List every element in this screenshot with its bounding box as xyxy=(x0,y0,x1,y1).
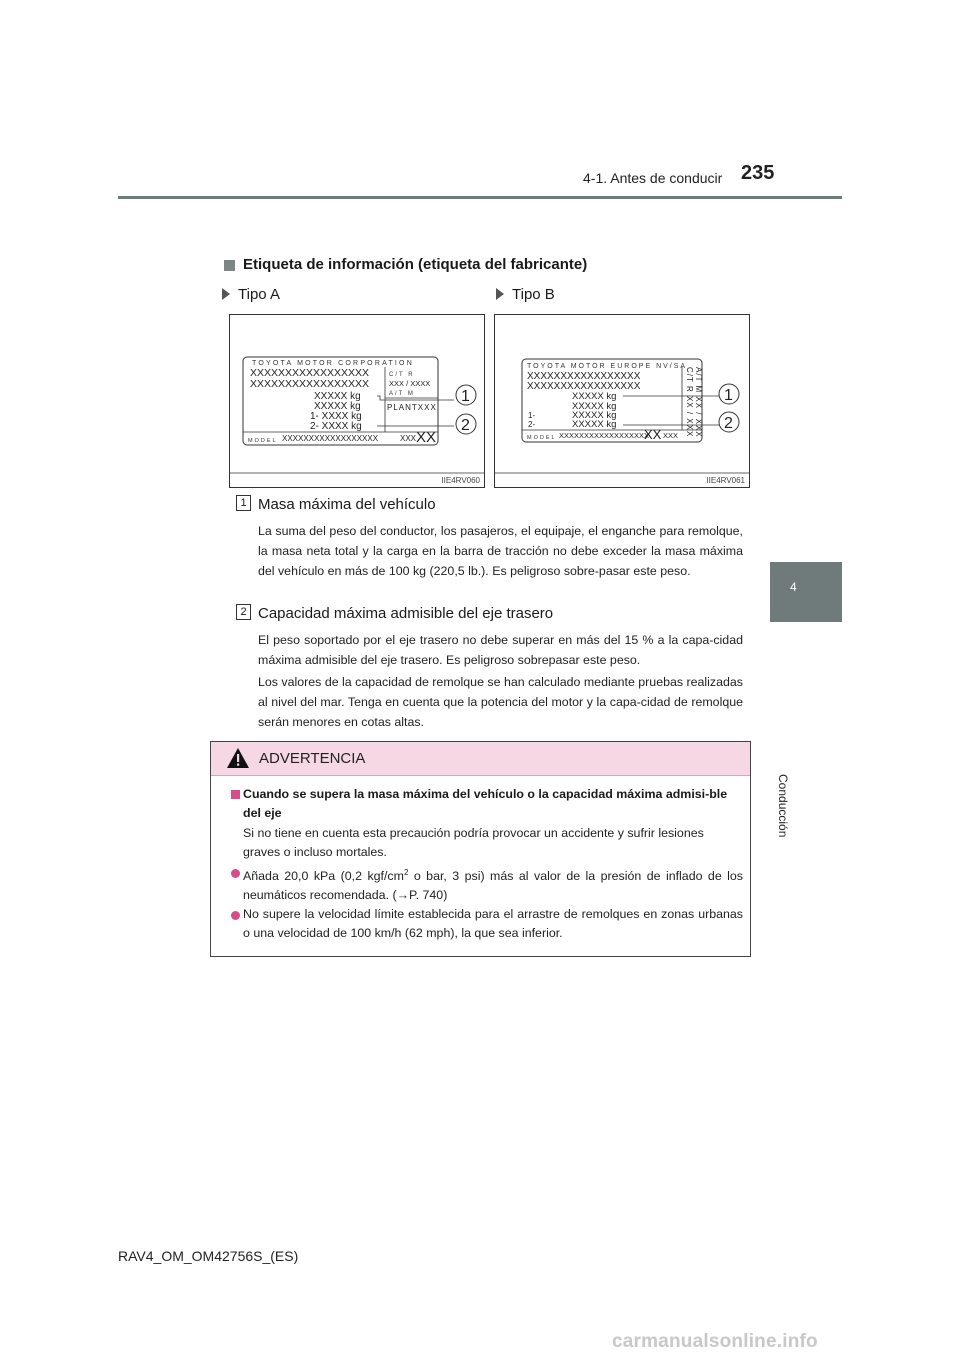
callout-1: 1 xyxy=(461,388,470,405)
chapter-label xyxy=(776,630,810,838)
warning-text: Si no tiene en cuenta esta precaución podría provocar un accidente y sufrir lesiones graves o incluso mortales. xyxy=(243,826,704,859)
triangle-bullet-icon xyxy=(222,288,230,300)
label-xxx: XXX xyxy=(663,431,679,440)
callout-2: 2 xyxy=(724,415,733,432)
label-model: MODEL xyxy=(527,435,557,441)
callout-1: 1 xyxy=(724,387,733,404)
label-illustration-b xyxy=(495,315,749,487)
item-1-paragraph: La suma del peso del conductor, los pasajeros, el equipaje, el enganche para remolque, la masa neta total y la carga en la barra de tracción no debe exceder la masa máxima del vehículo en más de 100 kg (220,5 lb.). Es peligroso sobre-pasar este peso. xyxy=(258,524,743,578)
warning-box xyxy=(210,741,751,957)
watermark: carmanualsonline.info xyxy=(612,1331,818,1352)
bullet-1-text-b: o bar, 3 psi) más al valor de la presión de inflado de los neumáticos recomendada. (→P. 740) xyxy=(243,869,743,903)
label-xxx: XXX xyxy=(400,434,417,443)
label-weight-1: XXXXX kg xyxy=(314,391,361,402)
label-figure-type-b xyxy=(494,314,750,488)
section-title: Etiqueta de información (etiqueta del fabricante) xyxy=(243,256,588,273)
item-title-2: Capacidad máxima admisible del eje trasero xyxy=(258,605,554,622)
label-atm: A/T M xyxy=(389,391,415,397)
label-weight-1: XXXXX kg xyxy=(572,391,617,402)
type-b-label xyxy=(496,286,555,303)
warning-heading: Cuando se supera la masa máxima del vehículo o la capacidad máxima admisi-ble del eje xyxy=(243,787,728,820)
svg-text:A/T M XX / XXX: A/T M XX / XXX xyxy=(694,367,703,438)
label-axle-1: 1- xyxy=(528,411,536,420)
svg-text:C/T R XX / XXX: C/T R XX / XXX xyxy=(685,367,694,438)
label-weight-3: 1- XXXX kg xyxy=(310,411,362,422)
label-axle-2: 2- xyxy=(528,420,536,429)
item-number-2: 2 xyxy=(236,604,251,620)
label-maker: TOYOTA MOTOR EUROPE NV/SA xyxy=(527,363,688,370)
label-weight-4: XXXXX kg xyxy=(572,419,617,430)
chapter-label-text: Conducción xyxy=(776,774,790,838)
header-divider xyxy=(118,196,842,199)
label-vin-1: XXXXXXXXXXXXXXXXX xyxy=(527,371,641,382)
warning-bullet-2: No supere la velocidad límite establecida para el arrastre de remolques en zonas urbanas o una velocidad de 100 km/h (62 mph), la que sea inferior. xyxy=(243,907,743,940)
warning-bullet-square xyxy=(231,790,240,799)
chapter-number: 4 xyxy=(790,580,797,594)
label-xx: XX xyxy=(644,427,662,442)
item-2-paragraph-2: Los valores de la capacidad de remolque se han calculado mediante pruebas realizadas al nivel del mar. Tenga en cuenta que la potencia del motor y la capa-cidad de remolque serán menores en cotas altas. xyxy=(258,675,743,729)
footer-code: RAV4_OM_OM42756S_(ES) xyxy=(118,1248,299,1264)
item-title-1: Masa máxima del vehículo xyxy=(258,496,436,513)
label-ctr-value: XXX / XXXX xyxy=(389,379,431,388)
label-ctr: C/T R xyxy=(389,372,415,378)
chapter-tab xyxy=(770,562,842,622)
bullet-1-text-a: Añada 20,0 kPa (0,2 kgf/cm xyxy=(243,869,404,884)
label-figure-type-a xyxy=(229,314,485,488)
label-maker: TOYOTA MOTOR CORPORATION xyxy=(252,360,414,367)
page-number: 235 xyxy=(741,162,775,184)
warning-header xyxy=(211,742,750,776)
label-vin-2: XXXXXXXXXXXXXXXXX xyxy=(250,378,370,390)
label-plant: PLANTXXX xyxy=(387,403,437,412)
warning-title: ADVERTENCIA xyxy=(259,750,366,767)
callout-2: 2 xyxy=(461,417,470,434)
warning-triangle-icon xyxy=(226,747,250,769)
type-b-text: Tipo B xyxy=(512,286,555,303)
warning-bullet-1 xyxy=(243,863,743,905)
label-model-value: XXXXXXXXXXXXXXXXXX xyxy=(282,434,379,443)
label-model: MODEL xyxy=(248,438,278,444)
label-weight-2: XXXXX kg xyxy=(572,401,617,412)
type-a-text: Tipo A xyxy=(238,286,280,303)
warning-bullet-dot xyxy=(231,869,240,878)
item-number-1: 1 xyxy=(236,495,251,511)
label-weight-3: XXXXX kg xyxy=(572,410,617,421)
label-vin-2: XXXXXXXXXXXXXXXXX xyxy=(527,381,641,392)
section-heading: 4-1. Antes de conducir xyxy=(583,170,723,186)
label-model-value: XXXXXXXXXXXXXXXXXX xyxy=(559,431,650,440)
label-illustration-a xyxy=(230,315,484,487)
figure-code: IIE4RV060 xyxy=(441,476,480,485)
label-weight-4: 2- XXXX kg xyxy=(310,421,362,432)
label-weight-2: XXXXX kg xyxy=(314,401,361,412)
label-rotated-block xyxy=(685,367,703,438)
type-a-label xyxy=(222,286,280,303)
warning-bullet-dot xyxy=(231,911,240,920)
label-xx: XX xyxy=(416,429,437,446)
item-2-paragraph-1: El peso soportado por el eje trasero no debe superar en más del 15 % a la capa-cidad máxima admisible del eje trasero. Es peligroso sobrepasar este peso. xyxy=(258,633,743,667)
triangle-bullet-icon xyxy=(496,288,504,300)
figure-code: IIE4RV061 xyxy=(706,476,745,485)
label-vin-1: XXXXXXXXXXXXXXXXX xyxy=(250,367,370,379)
section-bullet-square xyxy=(224,260,235,271)
bullet-1-superscript: 2 xyxy=(403,868,409,877)
